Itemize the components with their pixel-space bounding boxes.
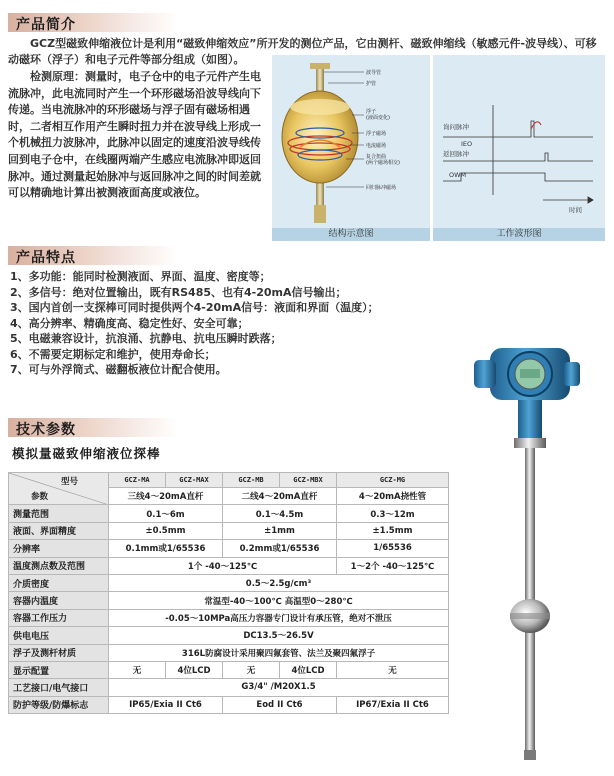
table-cell: 316L防腐设计采用聚四氟套管、法兰及聚四氟浮子 — [109, 644, 449, 661]
table-row — [9, 574, 449, 591]
table-cell: ±0.5mm — [109, 522, 223, 539]
label-interrogation-pulse: 询问脉冲 — [443, 123, 469, 131]
label-waveguide: 波导管 — [366, 70, 382, 76]
row-label: 防护等级/防爆标志 — [9, 696, 109, 713]
table-cell: 二线4～20mA直杆 — [223, 488, 337, 505]
row-label: 测量范围 — [9, 505, 109, 522]
table-cell: 0.5～2.5g/cm³ — [109, 574, 449, 591]
feature-item: 1、多功能：能同时检测液面、界面、温度、密度等； — [10, 270, 271, 283]
feature-item: 4、高分辨率、精确度高、稳定性好、安全可靠； — [10, 316, 249, 330]
row-label: 显示配置 — [9, 661, 109, 678]
structure-diagram — [272, 55, 430, 241]
waveform-drawing — [433, 55, 605, 228]
waveform-diagram — [433, 55, 605, 241]
feature-item: 2、多信号：绝对位置输出，既有RS485、也有4-20mA信号输出； — [10, 285, 347, 299]
label-return-field: 回归脉冲磁场 — [366, 185, 397, 191]
spec-table — [8, 472, 449, 714]
table-cell: -0.05～10MPa高压力容器专门设计有承压管，绝对不泄压 — [109, 609, 449, 626]
label-current-field: 电流磁场 — [366, 143, 387, 149]
row-label: 工艺接口/电气接口 — [9, 679, 109, 696]
table-row — [9, 627, 449, 644]
principle-paragraph: 检测原理：测量时，电子仓中的电子元件产生电流脉冲，此电流同时产生一个环形磁场沿波导线向下传递。当电流脉冲的环形磁场与浮子固有磁场相遇时，二者相互作用产生瞬时扭力并在波导线上形成一个机械扭力波脉冲，此脉冲以固定的速度沿波导线传回到电子仓中，在线圈两端产生感应电流脉冲即返回脉冲。通过测量起始脉冲与返回脉冲之间的时间差就可以精确地计算出被测液面高度或液位。 — [8, 70, 261, 200]
table-row — [9, 540, 449, 557]
label-return-pulse: 返回脉冲 — [443, 150, 469, 158]
table-row — [9, 557, 449, 574]
table-cell: Eod II Ct6 — [223, 696, 337, 713]
table-cell: ±1.5mm — [337, 522, 449, 539]
table-row — [9, 661, 449, 678]
label-owm: OWM — [449, 171, 467, 179]
table-cell: 4位LCD — [166, 661, 223, 678]
table-cell: ±1mm — [223, 522, 337, 539]
transmitter-photo — [464, 334, 594, 764]
table-cell: IP67/Exia II Ct6 — [337, 696, 449, 713]
feature-item: 5、电磁兼容设计，抗浪涌、抗静电、抗电压瞬时跌落； — [10, 332, 282, 345]
label-level-change: (液面变化) — [366, 115, 390, 121]
table-row — [9, 679, 449, 696]
section-specs-header — [8, 418, 178, 437]
intro-paragraph: GCZ型磁致伸缩液位计是利用“磁致伸缩效应”所开发的测位产品，它由测杆、磁致伸缩线（敏感元件-波导线）、可移动磁环（浮子）和电子元件等部分组成（如图）。 — [8, 37, 597, 66]
section-features-title: 产品特点 — [16, 250, 76, 265]
corner-diagonal — [9, 473, 109, 505]
features-list — [10, 269, 450, 378]
model-header: GCZ-MAX — [166, 473, 223, 488]
label-float: 浮子 — [366, 109, 377, 115]
table-cell: 0.1～6m — [109, 505, 223, 522]
table-cell: IP65/Exia II Ct6 — [109, 696, 223, 713]
feature-item: 6、不需要定期标定和维护，使用寿命长； — [10, 347, 216, 361]
label-torsion: 复合扭曲 — [366, 154, 387, 160]
spec-corner-cell — [9, 473, 109, 505]
corner-param-label: 参数 — [31, 492, 49, 503]
table-cell: DC13.5～26.5V — [109, 627, 449, 644]
table-cell: 0.2mm或1/65536 — [223, 540, 337, 557]
section-specs-title: 技术参数 — [16, 422, 76, 437]
transmitter-drawing — [464, 334, 594, 764]
row-label: 液面、界面精度 — [9, 522, 109, 539]
structure-caption: 结构示意图 — [272, 228, 430, 241]
table-cell: 无 — [223, 661, 280, 678]
label-ieo: IEO — [461, 140, 473, 148]
model-header: GCZ-MG — [337, 473, 449, 488]
section-features-header — [8, 246, 178, 265]
table-row — [9, 522, 449, 539]
table-row — [9, 644, 449, 661]
table-cell: 1个 -40～125℃ — [109, 557, 337, 574]
feature-item: 7、可与外浮筒式、磁翻板液位计配合使用。 — [10, 363, 227, 376]
table-cell: 4位LCD — [280, 661, 337, 678]
row-label: 介质密度 — [9, 574, 109, 591]
model-header: GCZ-MBX — [280, 473, 337, 488]
table-row — [9, 609, 449, 626]
section-intro-title: 产品简介 — [16, 17, 76, 32]
label-fields-intersect: (两个磁场相交) — [366, 160, 400, 166]
row-label: 容器内温度 — [9, 592, 109, 609]
label-float-field: 浮子磁场 — [366, 131, 387, 137]
section-intro-header — [8, 13, 178, 32]
table-cell: 1/65536 — [337, 540, 449, 557]
table-cell: 无 — [337, 661, 449, 678]
table-cell: 无 — [109, 661, 166, 678]
label-time: 时间 — [569, 206, 582, 214]
table-cell: 0.3～12m — [337, 505, 449, 522]
model-header: GCZ-MA — [109, 473, 166, 488]
row-label: 容器工作压力 — [9, 609, 109, 626]
table-row — [9, 505, 449, 522]
table-cell: 1～2个 -40～125℃ — [337, 557, 449, 574]
row-label: 浮子及测杆材质 — [9, 644, 109, 661]
table-cell: 0.1mm或1/65536 — [109, 540, 223, 557]
spec-subtitle: 模拟量磁致伸缩液位探棒 — [12, 446, 161, 461]
row-label: 供电电压 — [9, 627, 109, 644]
corner-model-label: 型号 — [60, 477, 78, 487]
table-cell: 4～20mA挠性管 — [337, 488, 449, 505]
spec-header-row — [9, 473, 449, 488]
table-cell: G3/4" /M20X1.5 — [109, 679, 449, 696]
label-tube: 护管 — [366, 81, 377, 87]
table-cell: 0.1～4.5m — [223, 505, 337, 522]
waveform-caption: 工作波形图 — [433, 228, 605, 241]
model-header: GCZ-MB — [223, 473, 280, 488]
row-label: 分辨率 — [9, 540, 109, 557]
structure-drawing — [272, 55, 430, 228]
table-cell: 三线4～20mA直杆 — [109, 488, 223, 505]
table-row — [9, 592, 449, 609]
feature-item: 3、国内首创一支探棒可同时提供两个4-20mA信号：液面和界面（温度）； — [10, 301, 379, 314]
table-row — [9, 696, 449, 713]
row-label: 温度测点数及范围 — [9, 557, 109, 574]
table-cell: 常温型-40～100℃ 高温型0～280℃ — [109, 592, 449, 609]
